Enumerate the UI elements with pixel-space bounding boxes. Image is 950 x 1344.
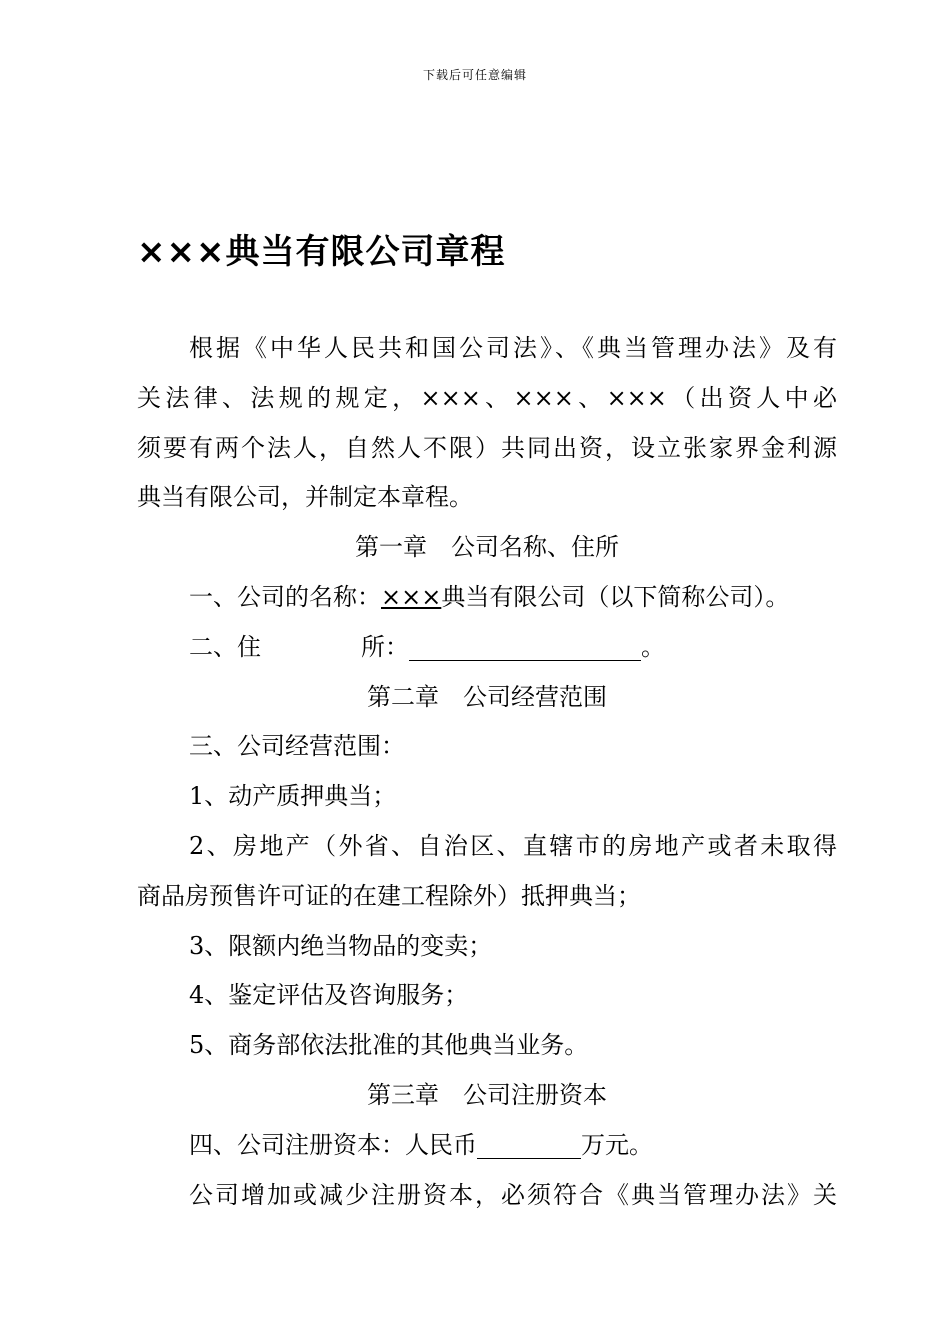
chapter-3-heading: 第三章 公司注册资本: [367, 1080, 607, 1109]
scope-item-4: 4、鉴定评估及咨询服务；: [189, 981, 469, 1010]
article-4-prefix: 四、公司注册资本：人民币: [189, 1130, 477, 1159]
scope-item-2-line-1: 2、房地产（外省、自治区、直辖市的房地产或者未取得: [189, 831, 837, 860]
intro-line-3: 须要有两个法人，自然人不限）共同出资，设立张家界金利源: [137, 433, 837, 462]
company-name-placeholder: ×××: [381, 582, 442, 611]
scope-item-3: 3、限额内绝当物品的变卖；: [189, 931, 493, 960]
article-4-capital: [137, 1121, 837, 1171]
document-title: ×××典当有限公司章程: [137, 232, 506, 272]
capital-blank-field: [477, 1128, 581, 1159]
chapter-1-heading: 第一章 公司名称、住所: [355, 533, 619, 562]
article-1-prefix: 一、公司的名称：: [189, 582, 381, 611]
chapter-2-heading: 第二章 公司经营范围: [367, 682, 607, 711]
scope-item-1: 1、动产质押典当；: [189, 782, 397, 811]
intro-line-4: 典当有限公司，并制定本章程。: [137, 483, 473, 512]
article-1-suffix: 典当有限公司（以下简称公司）。: [441, 582, 790, 611]
article-1-company-name: [137, 573, 837, 623]
article-2-address: [137, 623, 837, 673]
scope-item-2-line-2: 商品房预售许可证的在建工程除外）抵押典当；: [137, 881, 641, 910]
article-4-suffix: 万元。: [581, 1130, 653, 1159]
address-blank-field: [409, 630, 641, 661]
article-3-scope: 三、公司经营范围：: [189, 732, 405, 761]
article-2-suffix: 。: [641, 632, 665, 661]
document-body: [137, 324, 837, 1220]
intro-line-1: 根据《中华人民共和国公司法》、《典当管理办法》及有: [189, 334, 837, 362]
page-header-watermark: 下载后可任意编辑: [422, 68, 527, 82]
scope-item-5: 5、商务部依法批准的其他典当业务。: [189, 1031, 589, 1060]
intro-line-2: 关法律、法规的规定，×××、×××、×××（出资人中必: [137, 383, 837, 412]
capital-change-line: 公司增加或减少注册资本，必须符合《典当管理办法》关: [189, 1180, 837, 1209]
article-2-prefix-b: 所：: [361, 632, 409, 661]
article-2-prefix-a: 二、住: [189, 632, 261, 661]
